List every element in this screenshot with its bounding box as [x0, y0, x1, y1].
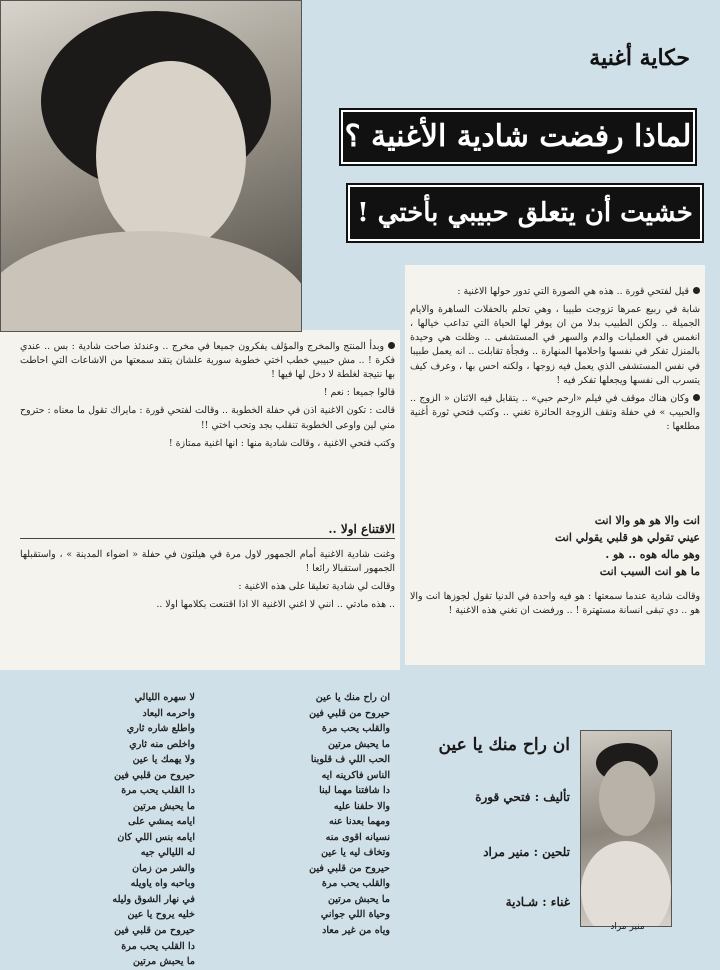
- lyric-line: والقلب يحب مرة: [321, 878, 390, 890]
- lyric-line: الحب اللي ف قلوبنا: [310, 754, 390, 766]
- lyric-line: دا القلب يحب مرة: [121, 940, 195, 952]
- lyric-line: حيروح من قلبي فين: [309, 862, 390, 874]
- lyric-line: والقلب يحب مرة: [321, 723, 390, 735]
- lyric-line: دا شافتنا مهما لبنا: [319, 785, 390, 797]
- section-kicker: حكاية أغنية: [589, 45, 690, 71]
- subheadline: خشيت أن يتعلق حبيبي بأختي !: [348, 185, 702, 241]
- bullet-icon: [693, 287, 700, 294]
- left-column-text-2: [20, 548, 395, 616]
- song-lyrics-column-2: [10, 690, 195, 970]
- right-column-text: [410, 285, 700, 438]
- singer-photo: [0, 0, 302, 332]
- lyric-line: وتخاف ليه يا عين: [321, 847, 390, 859]
- lyric-line: انت والا هو هو والا انت: [594, 514, 700, 527]
- lyric-line: وحياة اللي جواني: [320, 909, 390, 921]
- lyric-line: ولا يهمك يا عين: [132, 754, 195, 766]
- quoted-lyrics: [410, 512, 700, 580]
- left-column-text: [20, 340, 395, 455]
- lyric-line: ومهما بعدنا عنه: [328, 816, 390, 828]
- bullet-icon: [388, 342, 395, 349]
- paragraph: وقالت لي شادية تعليقا على هذه الاغنية :: [238, 581, 395, 593]
- bullet-icon: [693, 394, 700, 401]
- paragraph: قالوا جميعا : نعم !: [323, 387, 395, 399]
- lyric-line: ان راح منك يا عين: [315, 692, 390, 703]
- paragraph: قيل لفتحي قورة .. هذه هي الصورة التي تدور حولها الاغنية :: [410, 285, 700, 299]
- lyric-line: والا حلفنا عليه: [333, 800, 390, 812]
- section-subhead: الاقتناع اولا ..: [20, 522, 395, 539]
- composer-photo: [580, 730, 672, 927]
- lyric-line: ايامه بنس اللي كان: [117, 831, 195, 843]
- paragraph: .. هذه مادتي .. انني لا اغني الاغنية الا اذا اقتنعت بكلامها اولا ..: [156, 599, 395, 611]
- lyric-line: واحرمه البعاد: [142, 707, 195, 719]
- credit-composer: تلحين : منير مراد: [483, 845, 570, 859]
- lyric-line: خليه يروح يا عين: [127, 909, 195, 921]
- lyric-line: له الليالي جيه: [140, 847, 195, 859]
- lyric-line: عيني تقولي هو قلبي يقولي انت: [555, 531, 700, 545]
- song-title: ان راح منك يا عين: [438, 735, 570, 755]
- headline: لماذا رفضت شادية الأغنية ؟: [341, 110, 695, 164]
- paragraph: وغنت شادية الاغنية أمام الجمهور لاول مرة في هيلتون في حفلة « اضواء المدينة » ، واستقبلها الجمهور استقبالا رائعا !: [20, 549, 395, 575]
- paragraph: وبدأ المنتج والمخرج والمؤلف يفكرون جميعا في مخرج .. وعندئذ صاحت شادية : بس .. عندي فكرة ! .. مش حبيبي خطب اختي خطوبة سورية علشان يتقد سمعتها من الاشاعات التي احاطت بها نتيجة لغلطة لا دخل لها فيها !: [20, 341, 395, 381]
- paragraph: وقالت شادية عندما سمعتها : هو فيه واحدة في الدنيا تقول لجوزها انت والا هو .. دي تبقى انسانة مستهترة ! .. ورفضت ان تغني هذه الاغنية !: [410, 591, 700, 617]
- song-lyrics-column-1: [205, 690, 390, 939]
- lyric-line: لا سهره الليالي: [134, 692, 195, 703]
- credit-author: تأليف : فتحي قورة: [475, 790, 570, 804]
- composer-photo-caption: منير مراد: [610, 922, 645, 932]
- right-column-text-end: [410, 590, 700, 622]
- lyric-line: حيروح من قلبي فين: [114, 924, 195, 936]
- lyric-line: وباحبه واه ياويله: [130, 878, 195, 890]
- lyric-line: ما يحبش مرتين: [132, 800, 195, 812]
- lyric-line: واخلص منه ثاري: [129, 738, 195, 750]
- lyric-line: ما يحبش مرتين: [327, 738, 390, 750]
- lyric-line: وهو ماله هوه .. هو .: [605, 548, 700, 562]
- lyric-line: الناس فاكرينه ايه: [321, 769, 390, 781]
- lyric-line: واطلع شاره ثاري: [126, 723, 195, 735]
- lyric-line: ما هو انت السبب انت: [599, 565, 700, 579]
- lyric-line: ما يحبش مرتين: [327, 893, 390, 905]
- paragraph: شابة في ربيع عمرها تزوجت طبيبا ، وهي تحلم بالحفلات الساهرة والايام الجميلة .. ولكن الطبيب بدلا من ان يوفر لها الحياة التي تداعب خيالها ، انغمس في العمليات والدم والسهر في المستشفى .. وظلت هي وحيدة بالمنزل تفكر في نفسها واحلامها المنهارة .. وفجأة تقابلت .. انه يعمل طبيبا في نفس المستشفى الذي يعمل فيه زوجها ، ولكنه احس بها ، وعرف كيف يتسرب الى نفسها ويجعلها تفكر فيه !: [410, 304, 700, 386]
- lyric-line: في نهار الشوق وليله: [112, 893, 195, 905]
- lyric-line: ايامه يمشي على: [128, 816, 195, 828]
- lyric-line: دا القلب يحب مرة: [121, 785, 195, 797]
- lyric-line: والشر من زمان: [132, 862, 195, 874]
- lyric-line: نسيانه اقوى منه: [325, 831, 390, 843]
- paragraph: قالت : تكون الاغنية اذن في حفلة الخطوبة .. وقالت لفتحي قورة : مايراك تقول ما معناه : حتروح مني لين واوعى الخطوبة تنقلب بجد وتحب اختي !!: [20, 405, 395, 431]
- paragraph: وكان هناك موقف في فيلم «ارحم حبي» .. يتقابل فيه الاثنان « الزوج .. والحبيب » في حفلة وتقف الزوجة الحائرة تغني .. وكتب فتحي ثورة أغنية مطلعها :: [410, 392, 700, 432]
- paragraph: وكتب فتحي الاغنية ، وقالت شادية منها : انها اغنية ممتازة !: [168, 437, 395, 449]
- lyric-line: حيروح من قلبي فين: [309, 707, 390, 719]
- credit-singer: غناء : شـادية: [505, 895, 570, 909]
- lyric-line: ما يحبش مرتين: [132, 956, 195, 968]
- lyric-line: حيروح من قلبي فين: [114, 769, 195, 781]
- lyric-line: وياه من غير معاد: [322, 924, 390, 936]
